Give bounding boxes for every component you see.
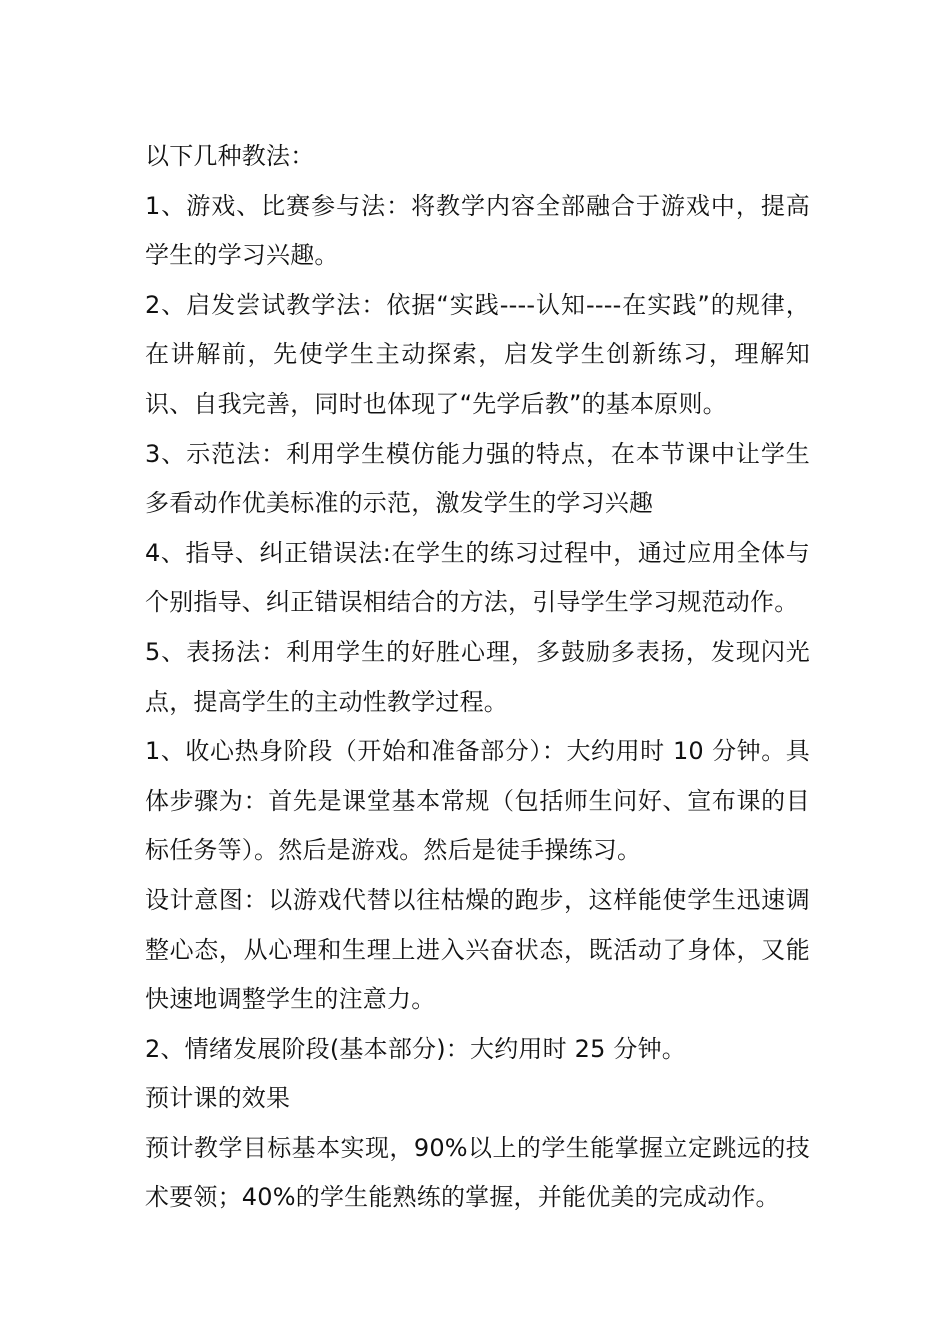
paragraph-expected-effect-heading: 预计课的效果	[145, 1084, 291, 1113]
paragraph-method-guidance: 4、指导、纠正错误法:在学生的练习过程中，通过应用全体与个别指导、纠正错误相结合的方法，引导学生学习规范动作。	[145, 538, 810, 617]
paragraph-method-praise: 5、表扬法：利用学生的好胜心理，多鼓励多表扬，发现闪光点，提高学生的主动性教学过程。	[145, 637, 810, 716]
paragraph-method-heuristic: 2、启发尝试教学法：依据“实践----认知----在实践”的规律，在讲解前，先使学生主动探索，启发学生创新练习，理解知识、自我完善，同时也体现了“先学后教”的基本原则。	[145, 290, 810, 418]
document-body	[145, 132, 810, 1223]
paragraph-design-intent: 设计意图：以游戏代替以往枯燥的跑步，这样能使学生迅速调整心态，从心理和生理上进入兴奋状态，既活动了身体，又能快速地调整学生的注意力。	[145, 885, 810, 1014]
paragraph-stage-warmup: 1、收心热身阶段（开始和准备部分）：大约用时 10 分钟。具体步骤为：首先是课堂基本常规（包括师生问好、宣布课的目标任务等）。然后是游戏。然后是徒手操练习。	[145, 737, 810, 865]
paragraph-expected-effect: 预计教学目标基本实现，90%以上的学生能掌握立定跳远的技术要领；40%的学生能熟练的掌握，并能优美的完成动作。	[145, 1133, 810, 1212]
paragraph-stage-development: 2、情绪发展阶段(基本部分)：大约用时 25 分钟。	[145, 1034, 686, 1063]
paragraph-method-game: 1、游戏、比赛参与法：将教学内容全部融合于游戏中，提高学生的学习兴趣。	[145, 191, 810, 270]
paragraph-intro: 以下几种教法：	[145, 142, 315, 170]
paragraph-method-demonstration: 3、示范法：利用学生模仿能力强的特点，在本节课中让学生多看动作优美标准的示范，激发学生的学习兴趣	[145, 439, 810, 518]
